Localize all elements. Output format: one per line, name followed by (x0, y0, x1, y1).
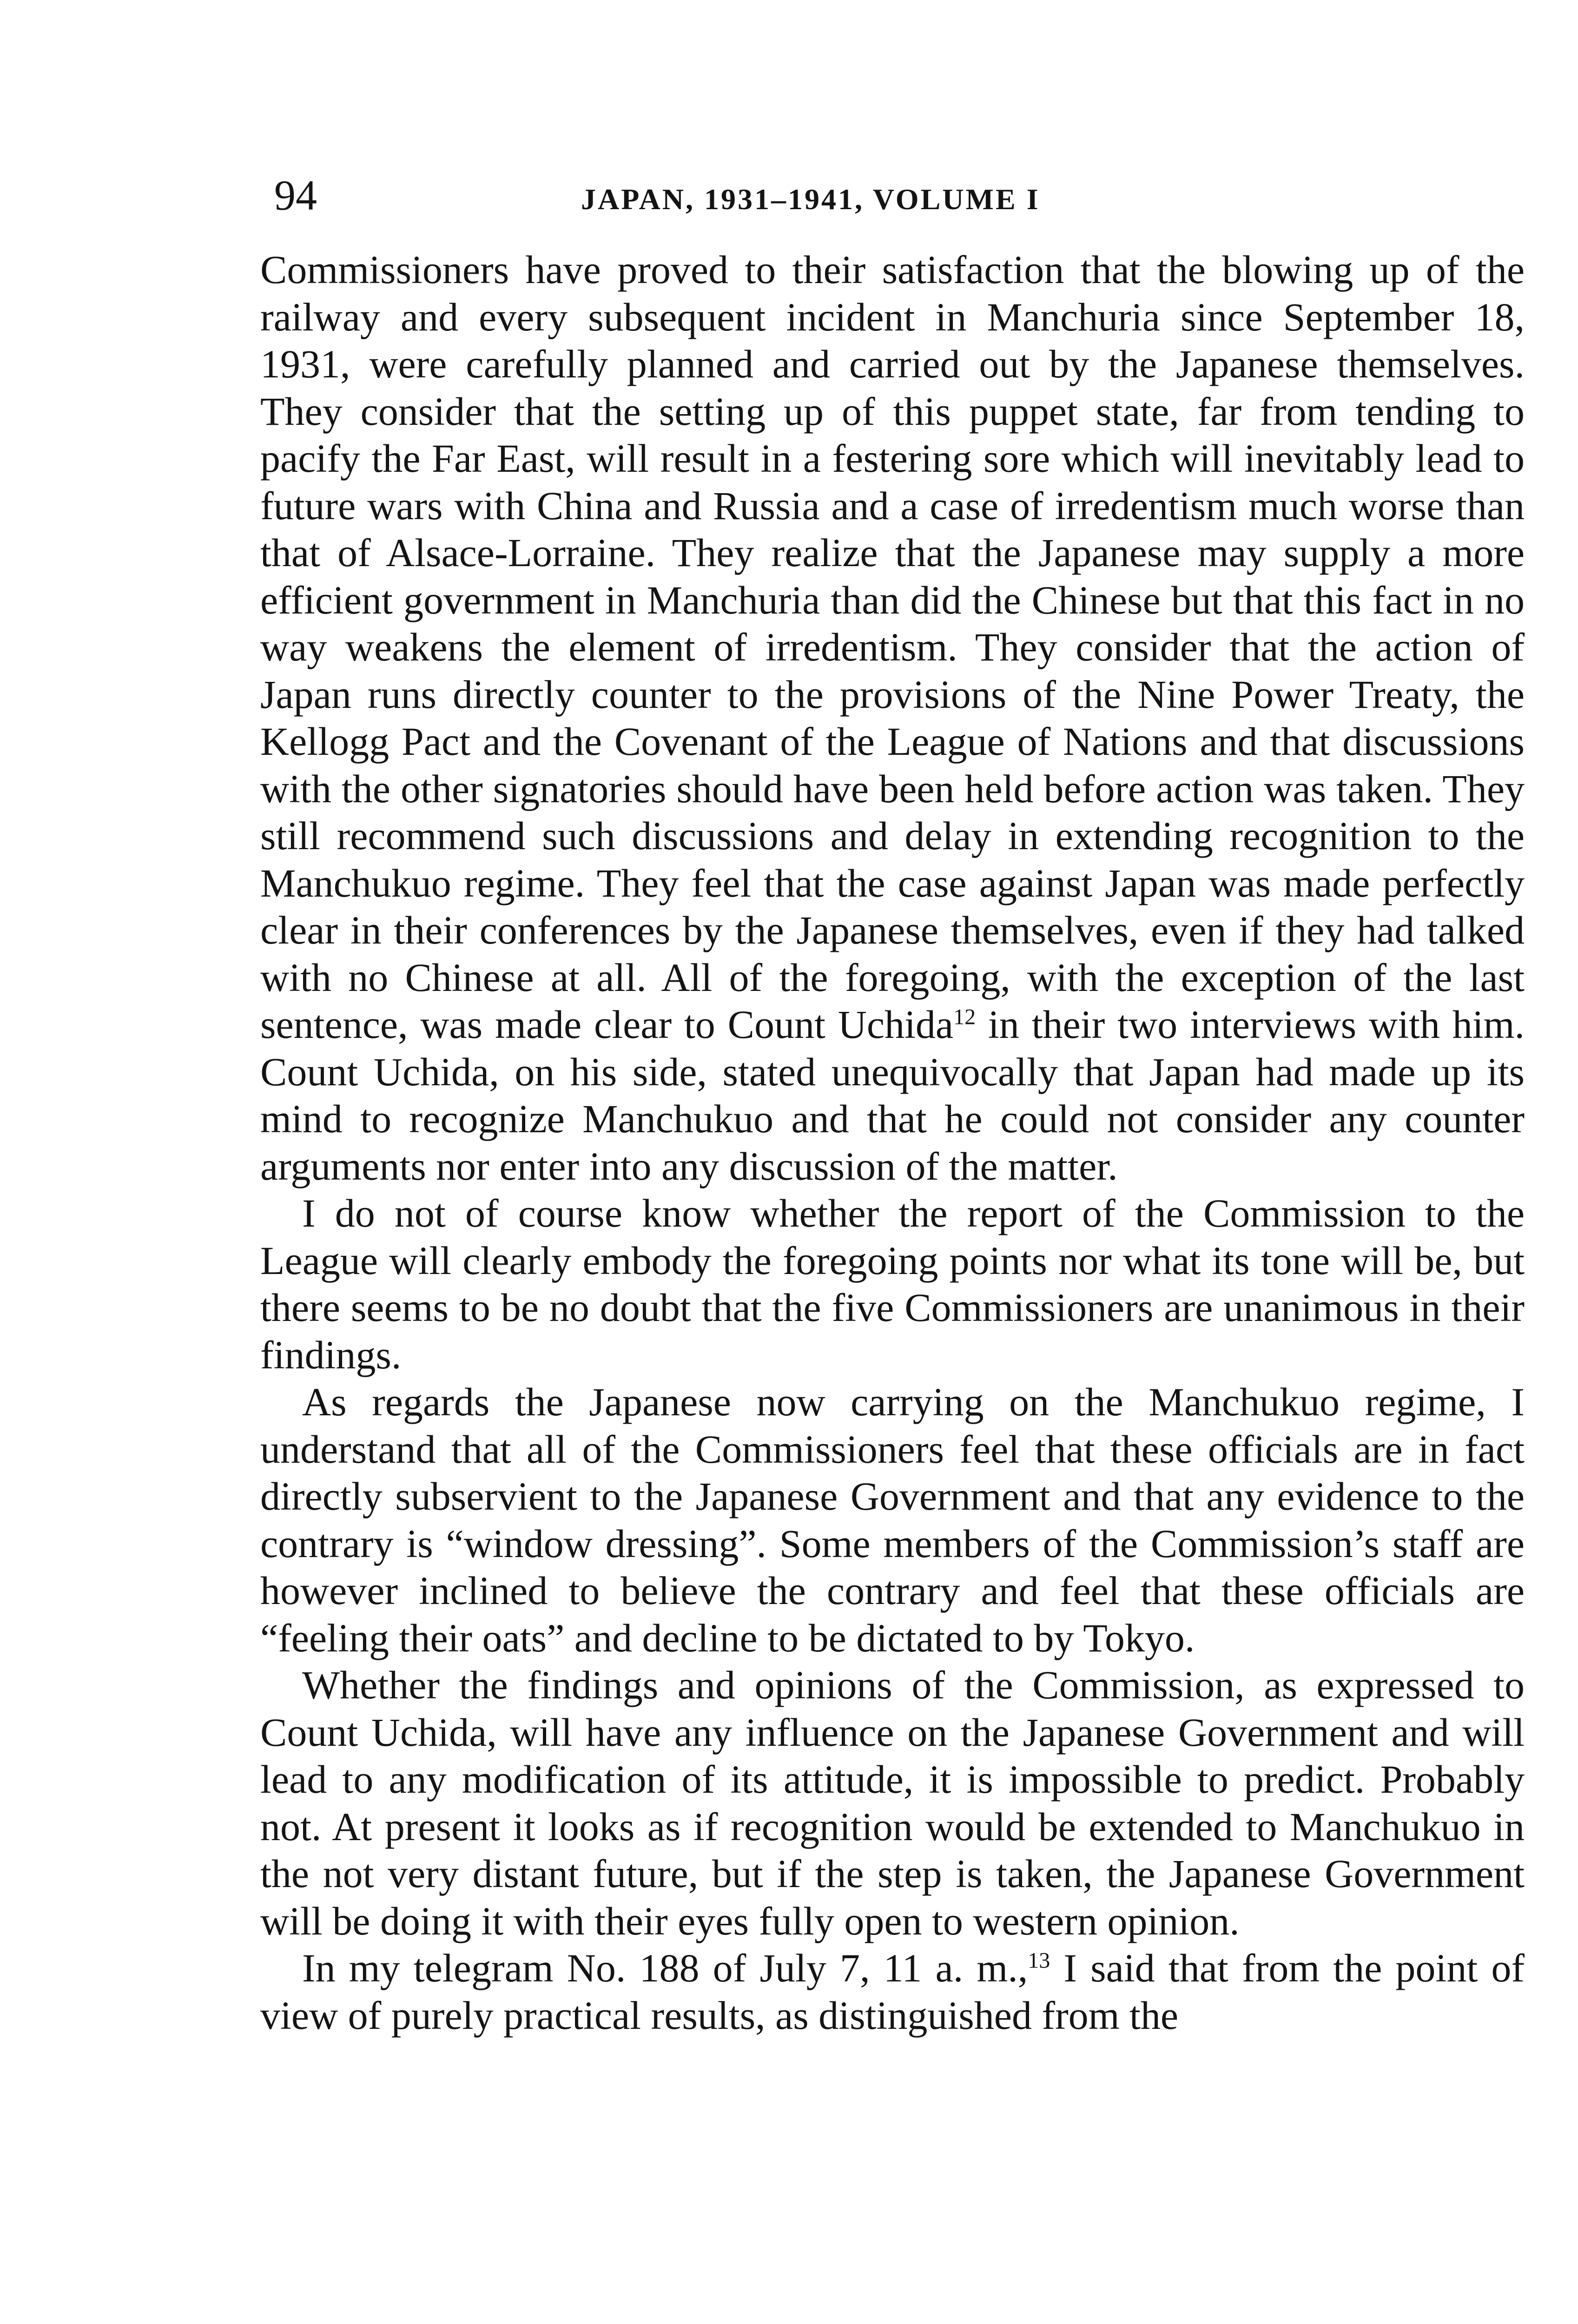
footnote-ref-13: 13 (1028, 1948, 1050, 1973)
footnote-ref-12: 12 (953, 1004, 976, 1030)
paragraph-5 (260, 1945, 1525, 2039)
running-head: JAPAN, 1931–1941, VOLUME I (581, 183, 1040, 216)
paragraph-5-text-a: In my telegram No. 188 of July 7, 11 a. m., (302, 1946, 1028, 1990)
page-header (274, 167, 1525, 223)
paragraph-3: As regards the Japanese now carrying on the Manchukuo regime, I understand that all of the Commissioners feel that these officials are in fact directly subservient to the Japanese Government and that any evidence to the contrary is “window dressing”. Some members of the Commission’s staff are however inclined to believe the contrary and feel that these officials are “feeling their oats” and decline to be dictated to by Tokyo. (260, 1380, 1525, 1660)
paragraph-1-text-b: in their two interviews with him. Count Uchida, on his side, stated unequivocally that Japan had made up its mind to recognize Manchukuo and that he could not consider any counter arguments nor enter into any discussion of the matter. (260, 1002, 1525, 1188)
paragraph-5-text-b: I said that from the point of view of purely practical results, as distinguished from the (260, 1946, 1525, 2038)
paragraph-1 (260, 246, 1525, 1190)
body-text (260, 246, 1525, 2039)
paragraph-4: Whether the findings and opinions of the Commission, as expressed to Count Uchida, will have any influence on the Japanese Government and will lead to any modification of its attitude, it is impossible to predict. Probably not. At present it looks as if recognition would be extended to Manchukuo in the not very distant future, but if the step is taken, the Japanese Government will be doing it with their eyes fully open to western opinion. (260, 1663, 1525, 1943)
paragraph-2: I do not of course know whether the report of the Commission to the League will clearly embody the foregoing points nor what its tone will be, but there seems to be no doubt that the five Commissioners are unanimous in their findings. (260, 1191, 1525, 1377)
paragraph-1-text-a: Commissioners have proved to their satisfaction that the blowing up of the railway and every subsequent incident in Manchuria since September 18, 1931, were carefully planned and carried out by the Japanese themselves. They consider that the setting up of this puppet state, far from tending to pacify the Far East, will result in a festering sore which will inevitably lead to future wars with China and Russia and a case of irredentism much worse than that of Alsace-Lorraine. They realize that the Japanese may supply a more efficient government in Manchuria than did the Chinese but that this fact in no way weakens the element of irredentism. They consider that the action of Japan runs directly counter to the provisions of the Nine Power Treaty, the Kellogg Pact and the Covenant of the League of Nations and that discussions with the other signatories should have been held before action was taken. They still recommend such discussions and delay in extending recognition to the Manchukuo regime. They feel that the case against Japan was made perfectly clear in their conferences by the Japanese themselves, even if they had talked with no Chinese at all. All of the foregoing, with the exception of the last sentence, was made clear to Count Uchida (260, 247, 1525, 1047)
page-number: 94 (274, 172, 317, 219)
